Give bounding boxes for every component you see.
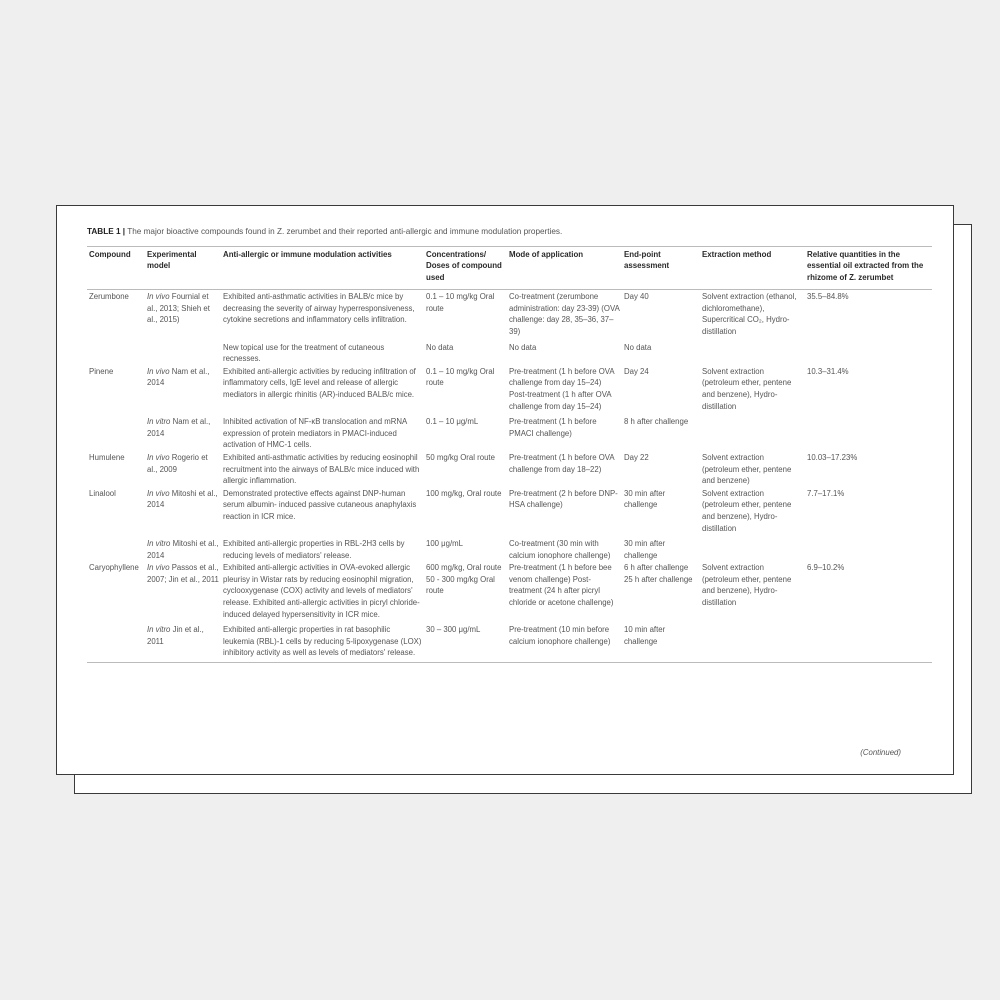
cell-quantity — [805, 412, 932, 451]
cell-compound: Caryophyllene — [89, 563, 139, 573]
table-row — [87, 561, 932, 620]
cell-mode: Pre-treatment (10 min before calcium ionophore challenge) — [507, 620, 622, 662]
cell-dose: 100 μg/mL — [426, 539, 464, 549]
cell-quantity — [805, 338, 932, 365]
cell-model — [145, 487, 221, 534]
cell-dose: 0.1 – 10 mg/kg Oral route — [426, 292, 495, 313]
cell-dose: No data — [426, 342, 454, 352]
model-ref: Rogerio et al., 2009 — [147, 452, 208, 474]
cell-model — [145, 365, 221, 412]
cell-mode: Pre-treatment (1 h before OVA challenge from day 15–24) Post-treatment (1 h after OVA challenge from day 15–24) — [509, 366, 615, 411]
cell-activity: Exhibited anti-allergic activities in OVA-evoked allergic pleurisy in Wistar rats by reducing eosinophil migration, cyclooxygenase (COX) activity and levels of mediators' release. Exhibited anti-allergic activities in picryl chloride-induced delayed hypersensitivity in ICR mice. — [223, 563, 420, 619]
header-extraction: Extraction method — [700, 247, 805, 290]
cell-endpoint: 10 min after challenge — [622, 620, 700, 662]
model-ref: Nam et al., 2014 — [147, 366, 210, 388]
model-type: In vitro — [147, 625, 171, 635]
cell-model — [145, 290, 221, 338]
header-endpoint: End-point assessment — [622, 247, 700, 290]
cell-activity: Exhibited anti-allergic properties in RBL-2H3 cells by reducing levels of mediators' release. — [223, 539, 405, 560]
cell-compound — [87, 338, 145, 365]
cell-activity: Exhibited anti-asthmatic activities by reducing eosinophil recruitment into the airways of BALB/c mice induced with allergic inflammation. — [223, 452, 420, 486]
cell-quantity: 35.5–84.8% — [807, 292, 849, 302]
cell-mode: Co-treatment (30 min with calcium ionophore challenge) — [509, 539, 611, 560]
cell-endpoint: No data — [624, 342, 652, 352]
cell-model — [145, 620, 221, 662]
model-ref: Mitoshi et al., 2014 — [147, 539, 219, 560]
cell-extraction: Solvent extraction (petroleum ether, pentene and benzene), Hydro-distillation — [702, 563, 792, 608]
cell-compound — [87, 412, 145, 451]
cell-compound — [87, 534, 145, 561]
cell-endpoint: 30 min after challenge — [624, 488, 666, 510]
cell-activity: Exhibited anti-asthmatic activities in BALB/c mice by decreasing the severity of airway hyperresponsiveness, cytokine secretions and inflammatory cells infiltration. — [223, 292, 415, 325]
header-quantity: Relative quantities in the essential oil extracted from the rhizome of Z. zerumbet — [805, 247, 932, 290]
cell-quantity: 7.7–17.1% — [807, 488, 845, 498]
table-row — [87, 487, 932, 534]
model-type: In vivo — [147, 366, 170, 376]
cell-compound: Zerumbone — [89, 292, 129, 302]
table-row — [87, 451, 932, 487]
continued-label: (Continued) — [860, 748, 901, 757]
table-row — [87, 290, 932, 338]
cell-dose: 100 mg/kg, Oral route — [426, 488, 502, 498]
model-type: In vivo — [147, 292, 170, 302]
document-page — [56, 205, 954, 775]
header-compound: Compound — [87, 247, 145, 290]
cell-quantity: 6.9–10.2% — [807, 563, 845, 573]
cell-quantity — [805, 534, 932, 561]
cell-quantity: 10.3–31.4% — [807, 366, 849, 376]
cell-quantity — [805, 620, 932, 662]
cell-endpoint: Day 40 — [624, 292, 649, 302]
cell-extraction — [700, 620, 805, 662]
cell-endpoint: Day 24 — [624, 366, 649, 376]
cell-extraction — [700, 338, 805, 365]
cell-extraction: Solvent extraction (ethanol, dichloromethane), Supercritical CO₂, Hydro-distillation — [702, 292, 797, 336]
cell-extraction — [700, 412, 805, 451]
cell-activity: Exhibited anti-allergic properties in rat basophilic leukemia (RBL)-1 cells by reducing 5-lipoxygenase (LOX) inhibitory activity as well as levels of mediators' release. — [221, 620, 424, 662]
model-ref: Fournial et al., 2013; Shieh et al., 2015) — [147, 292, 210, 325]
header-mode: Mode of application — [507, 247, 622, 290]
table-row — [87, 338, 932, 365]
cell-activity: Exhibited anti-allergic activities by reducing infiltration of inflammatory cells, IgE level and release of allergic mediators in allergic rhinitis (AR)-induced BALB/c mice. — [223, 366, 416, 399]
cell-dose: 50 mg/kg Oral route — [426, 452, 495, 462]
cell-mode: Pre-treatment (1 h before OVA challenge from day 18–22) — [509, 452, 615, 474]
cell-activity: Inhibited activation of NF-κB translocation and mRNA expression of protein mediators in PMACI-induced activation of HMC-1 cells. — [223, 417, 407, 450]
table-caption — [87, 226, 927, 237]
model-type: In vivo — [147, 452, 170, 462]
cell-activity: New topical use for the treatment of cutaneous recnesses. — [223, 342, 385, 364]
cell-compound: Linalool — [89, 488, 116, 498]
cell-mode: Co-treatment (zerumbone administration: day 23-39) (OVA challenge: day 28, 35–36, 37–39) — [509, 292, 620, 336]
table-row — [87, 412, 932, 451]
cell-dose: 0.1 – 10 mg/kg Oral route — [426, 366, 495, 388]
model-ref: Mitoshi et al., 2014 — [147, 488, 218, 510]
model-ref: Jin et al., 2011 — [147, 625, 204, 646]
cell-endpoint: Day 22 — [624, 452, 649, 462]
table-row — [87, 620, 932, 662]
cell-dose: 0.1 – 10 μg/mL — [426, 417, 479, 427]
header-row — [87, 247, 932, 290]
cell-compound — [87, 620, 145, 662]
header-activities: Anti-allergic or immune modulation activities — [221, 247, 424, 290]
cell-endpoint: 8 h after challenge — [624, 417, 689, 427]
cell-dose: 600 mg/kg, Oral route 50 - 300 mg/kg Oral route — [426, 563, 502, 596]
compounds-table — [87, 246, 932, 663]
caption-label: TABLE 1 | — [87, 227, 126, 236]
cell-mode: Pre-treatment (1 h before bee venom challenge) Post-treatment (24 h after picryl chloride or acetone challenge) — [509, 563, 614, 608]
model-ref: Nam et al., 2014 — [147, 417, 211, 438]
model-type: In vitro — [147, 417, 171, 427]
model-type: In vivo — [147, 488, 170, 498]
caption-text: The major bioactive compounds found in Z. zerumbet and their reported anti-allergic and immune modulation properties. — [127, 227, 563, 236]
header-experimental-model: Experimental model — [145, 247, 221, 290]
cell-activity: Demonstrated protective effects against DNP-human serum albumin- induced passive cutaneous anaphylaxis reaction in ICR mice. — [223, 488, 417, 521]
cell-mode: Pre-treatment (1 h before PMACI challenge) — [509, 417, 597, 438]
cell-dose: 30 – 300 μg/mL — [424, 620, 507, 662]
table-row — [87, 534, 932, 561]
cell-compound: Pinene — [89, 366, 114, 376]
cell-extraction: Solvent extraction (petroleum ether, pentene and benzene), Hydro-distillation — [702, 488, 792, 533]
cell-model — [145, 534, 221, 561]
table-row — [87, 365, 932, 412]
cell-compound: Humulene — [89, 452, 125, 462]
cell-model — [145, 561, 221, 620]
cell-extraction — [700, 534, 805, 561]
cell-model — [145, 412, 221, 451]
cell-mode: No data — [509, 342, 537, 352]
header-dose: Concentrations/ Doses of compound used — [424, 247, 507, 290]
model-type: In vitro — [147, 539, 171, 549]
model-type: In vivo — [147, 563, 170, 573]
model-ref: Passos et al., 2007; Jin et al., 2011 — [147, 563, 219, 584]
cell-mode: Pre-treatment (2 h before DNP-HSA challenge) — [509, 488, 618, 510]
cell-quantity: 10.03–17.23% — [807, 452, 858, 462]
cell-model — [145, 338, 221, 365]
cell-model — [145, 451, 221, 487]
cell-endpoint: 30 min after challenge — [624, 539, 666, 560]
cell-endpoint: 6 h after challenge 25 h after challenge — [624, 563, 693, 584]
cell-extraction: Solvent extraction (petroleum ether, pentene and benzene) — [702, 452, 792, 486]
cell-extraction: Solvent extraction (petroleum ether, pentene and benzene), Hydro-distillation — [702, 366, 792, 411]
